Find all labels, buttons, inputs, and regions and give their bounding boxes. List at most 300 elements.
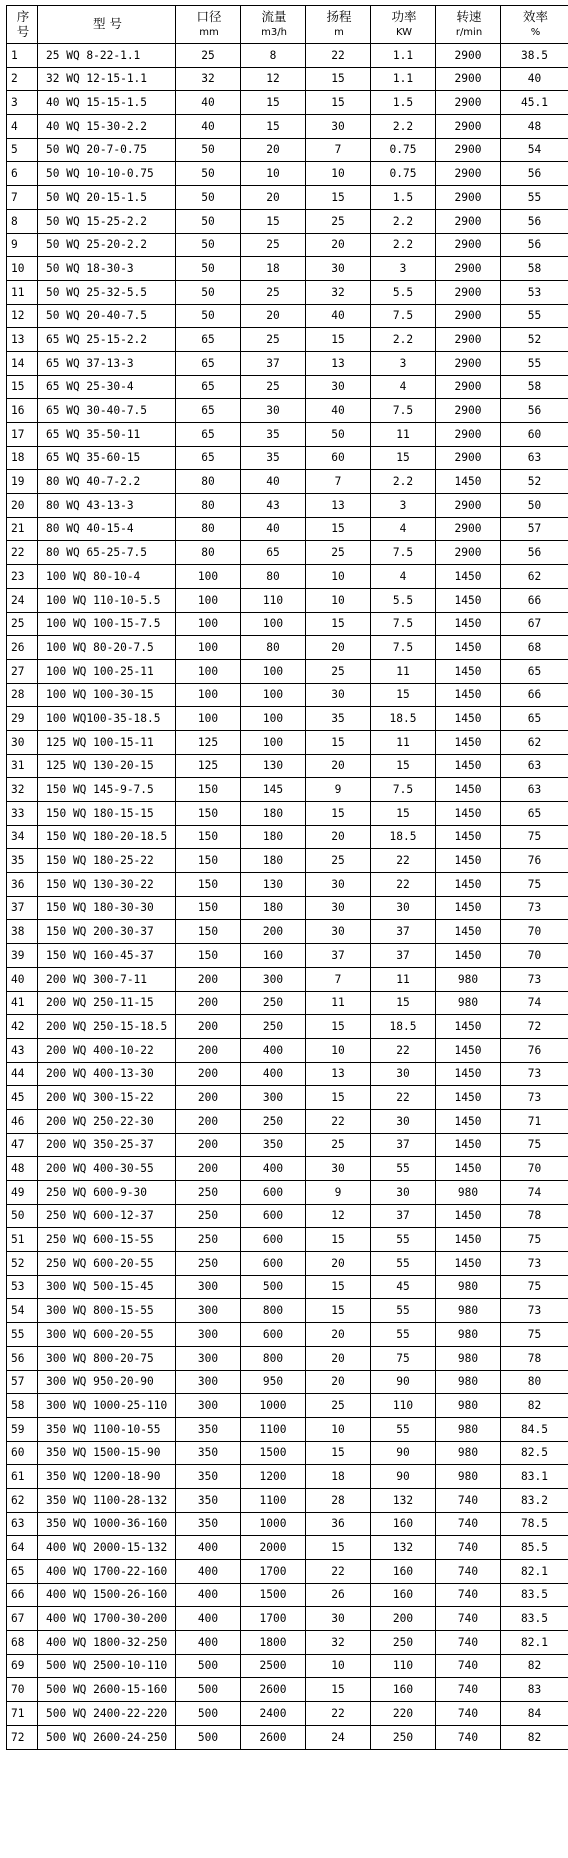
cell-model: 250 WQ 600-9-30 bbox=[38, 1181, 176, 1205]
cell-head: 15 bbox=[306, 802, 371, 826]
table-row bbox=[7, 825, 568, 849]
cell-head: 20 bbox=[306, 1323, 371, 1347]
cell-flow: 100 bbox=[241, 683, 306, 707]
cell-flow: 40 bbox=[241, 517, 306, 541]
cell-speed: 1450 bbox=[436, 1252, 501, 1276]
cell-flow: 180 bbox=[241, 849, 306, 873]
cell-head: 20 bbox=[306, 233, 371, 257]
cell-speed: 2900 bbox=[436, 423, 501, 447]
cell-speed: 980 bbox=[436, 1394, 501, 1418]
cell-efficiency: 82.5 bbox=[501, 1441, 568, 1465]
cell-efficiency: 68 bbox=[501, 636, 568, 660]
cell-speed: 1450 bbox=[436, 707, 501, 731]
cell-index: 62 bbox=[7, 1488, 38, 1512]
cell-power: 160 bbox=[371, 1678, 436, 1702]
cell-power: 250 bbox=[371, 1631, 436, 1655]
cell-head: 20 bbox=[306, 1370, 371, 1394]
cell-power: 4 bbox=[371, 375, 436, 399]
cell-efficiency: 38.5 bbox=[501, 44, 568, 68]
cell-efficiency: 83 bbox=[501, 1678, 568, 1702]
cell-speed: 1450 bbox=[436, 588, 501, 612]
cell-diameter: 150 bbox=[176, 825, 241, 849]
cell-power: 55 bbox=[371, 1157, 436, 1181]
cell-index: 19 bbox=[7, 470, 38, 494]
cell-model: 350 WQ 1100-28-132 bbox=[38, 1488, 176, 1512]
cell-flow: 100 bbox=[241, 659, 306, 683]
cell-model: 350 WQ 1200-18-90 bbox=[38, 1465, 176, 1489]
cell-head: 50 bbox=[306, 423, 371, 447]
cell-efficiency: 82 bbox=[501, 1654, 568, 1678]
cell-efficiency: 70 bbox=[501, 944, 568, 968]
cell-model: 200 WQ 400-13-30 bbox=[38, 1062, 176, 1086]
cell-flow: 30 bbox=[241, 399, 306, 423]
cell-head: 25 bbox=[306, 849, 371, 873]
table-row bbox=[7, 1725, 568, 1749]
cell-flow: 600 bbox=[241, 1323, 306, 1347]
cell-flow: 2500 bbox=[241, 1654, 306, 1678]
table-row bbox=[7, 91, 568, 115]
cell-diameter: 50 bbox=[176, 162, 241, 186]
cell-model: 500 WQ 2500-10-110 bbox=[38, 1654, 176, 1678]
cell-index: 20 bbox=[7, 494, 38, 518]
cell-model: 250 WQ 600-20-55 bbox=[38, 1252, 176, 1276]
cell-efficiency: 73 bbox=[501, 1252, 568, 1276]
cell-model: 100 WQ 100-25-11 bbox=[38, 659, 176, 683]
cell-efficiency: 75 bbox=[501, 873, 568, 897]
cell-speed: 980 bbox=[436, 1181, 501, 1205]
cell-power: 7.5 bbox=[371, 778, 436, 802]
cell-diameter: 150 bbox=[176, 802, 241, 826]
cell-efficiency: 53 bbox=[501, 280, 568, 304]
cell-power: 1.1 bbox=[371, 44, 436, 68]
cell-efficiency: 80 bbox=[501, 1370, 568, 1394]
cell-speed: 1450 bbox=[436, 612, 501, 636]
cell-flow: 15 bbox=[241, 91, 306, 115]
cell-flow: 130 bbox=[241, 873, 306, 897]
cell-flow: 400 bbox=[241, 1157, 306, 1181]
cell-flow: 1500 bbox=[241, 1441, 306, 1465]
cell-diameter: 200 bbox=[176, 967, 241, 991]
cell-index: 67 bbox=[7, 1607, 38, 1631]
cell-efficiency: 85.5 bbox=[501, 1536, 568, 1560]
table-row bbox=[7, 1607, 568, 1631]
cell-power: 7.5 bbox=[371, 636, 436, 660]
cell-index: 5 bbox=[7, 138, 38, 162]
table-row bbox=[7, 730, 568, 754]
cell-index: 1 bbox=[7, 44, 38, 68]
cell-flow: 35 bbox=[241, 446, 306, 470]
cell-flow: 1700 bbox=[241, 1560, 306, 1584]
cell-power: 1.1 bbox=[371, 67, 436, 91]
cell-head: 9 bbox=[306, 778, 371, 802]
table-row bbox=[7, 1228, 568, 1252]
cell-speed: 740 bbox=[436, 1488, 501, 1512]
cell-power: 110 bbox=[371, 1394, 436, 1418]
cell-speed: 740 bbox=[436, 1607, 501, 1631]
cell-diameter: 350 bbox=[176, 1488, 241, 1512]
cell-efficiency: 66 bbox=[501, 683, 568, 707]
cell-model: 150 WQ 160-45-37 bbox=[38, 944, 176, 968]
cell-index: 33 bbox=[7, 802, 38, 826]
cell-efficiency: 65 bbox=[501, 707, 568, 731]
cell-diameter: 100 bbox=[176, 707, 241, 731]
cell-index: 34 bbox=[7, 825, 38, 849]
cell-speed: 2900 bbox=[436, 351, 501, 375]
cell-power: 30 bbox=[371, 1181, 436, 1205]
cell-model: 200 WQ 350-25-37 bbox=[38, 1133, 176, 1157]
cell-diameter: 300 bbox=[176, 1370, 241, 1394]
cell-model: 350 WQ 1500-15-90 bbox=[38, 1441, 176, 1465]
cell-diameter: 200 bbox=[176, 1133, 241, 1157]
cell-index: 70 bbox=[7, 1678, 38, 1702]
cell-power: 22 bbox=[371, 849, 436, 873]
cell-diameter: 150 bbox=[176, 896, 241, 920]
cell-power: 7.5 bbox=[371, 399, 436, 423]
cell-head: 12 bbox=[306, 1204, 371, 1228]
cell-index: 4 bbox=[7, 115, 38, 139]
header-power: 功率 KW bbox=[371, 6, 436, 44]
cell-flow: 950 bbox=[241, 1370, 306, 1394]
cell-diameter: 65 bbox=[176, 351, 241, 375]
cell-efficiency: 82 bbox=[501, 1394, 568, 1418]
cell-flow: 20 bbox=[241, 186, 306, 210]
cell-efficiency: 62 bbox=[501, 565, 568, 589]
table-row bbox=[7, 896, 568, 920]
header-diameter: 口径 mm bbox=[176, 6, 241, 44]
cell-speed: 980 bbox=[436, 967, 501, 991]
cell-speed: 1450 bbox=[436, 1157, 501, 1181]
table-row bbox=[7, 1181, 568, 1205]
cell-speed: 2900 bbox=[436, 375, 501, 399]
cell-power: 22 bbox=[371, 1086, 436, 1110]
cell-head: 15 bbox=[306, 1678, 371, 1702]
cell-diameter: 125 bbox=[176, 730, 241, 754]
cell-diameter: 350 bbox=[176, 1417, 241, 1441]
cell-speed: 1450 bbox=[436, 1228, 501, 1252]
cell-head: 60 bbox=[306, 446, 371, 470]
cell-efficiency: 73 bbox=[501, 1299, 568, 1323]
cell-flow: 180 bbox=[241, 802, 306, 826]
table-row bbox=[7, 1299, 568, 1323]
cell-index: 22 bbox=[7, 541, 38, 565]
cell-power: 90 bbox=[371, 1441, 436, 1465]
cell-efficiency: 57 bbox=[501, 517, 568, 541]
cell-power: 15 bbox=[371, 754, 436, 778]
cell-head: 25 bbox=[306, 659, 371, 683]
cell-index: 39 bbox=[7, 944, 38, 968]
table-row bbox=[7, 494, 568, 518]
cell-efficiency: 50 bbox=[501, 494, 568, 518]
cell-head: 25 bbox=[306, 1394, 371, 1418]
cell-index: 50 bbox=[7, 1204, 38, 1228]
cell-head: 32 bbox=[306, 1631, 371, 1655]
cell-head: 35 bbox=[306, 707, 371, 731]
cell-head: 26 bbox=[306, 1583, 371, 1607]
table-row bbox=[7, 1275, 568, 1299]
table-row bbox=[7, 257, 568, 281]
cell-flow: 160 bbox=[241, 944, 306, 968]
table-row bbox=[7, 1560, 568, 1584]
cell-head: 15 bbox=[306, 186, 371, 210]
cell-flow: 130 bbox=[241, 754, 306, 778]
cell-flow: 80 bbox=[241, 565, 306, 589]
table-row bbox=[7, 1488, 568, 1512]
table-row bbox=[7, 967, 568, 991]
cell-diameter: 400 bbox=[176, 1631, 241, 1655]
cell-diameter: 400 bbox=[176, 1583, 241, 1607]
cell-diameter: 250 bbox=[176, 1204, 241, 1228]
cell-efficiency: 84.5 bbox=[501, 1417, 568, 1441]
cell-speed: 2900 bbox=[436, 399, 501, 423]
cell-head: 9 bbox=[306, 1181, 371, 1205]
cell-power: 30 bbox=[371, 896, 436, 920]
cell-flow: 110 bbox=[241, 588, 306, 612]
cell-diameter: 50 bbox=[176, 186, 241, 210]
cell-speed: 2900 bbox=[436, 446, 501, 470]
cell-model: 50 WQ 25-20-2.2 bbox=[38, 233, 176, 257]
cell-speed: 2900 bbox=[436, 494, 501, 518]
cell-model: 65 WQ 35-50-11 bbox=[38, 423, 176, 447]
cell-head: 22 bbox=[306, 1702, 371, 1726]
header-index: 序 号 bbox=[7, 6, 38, 44]
cell-efficiency: 76 bbox=[501, 849, 568, 873]
cell-flow: 180 bbox=[241, 896, 306, 920]
cell-index: 55 bbox=[7, 1323, 38, 1347]
cell-flow: 500 bbox=[241, 1275, 306, 1299]
cell-diameter: 400 bbox=[176, 1536, 241, 1560]
cell-flow: 100 bbox=[241, 612, 306, 636]
cell-speed: 740 bbox=[436, 1583, 501, 1607]
cell-head: 15 bbox=[306, 1086, 371, 1110]
cell-diameter: 150 bbox=[176, 920, 241, 944]
cell-speed: 1450 bbox=[436, 825, 501, 849]
cell-head: 25 bbox=[306, 209, 371, 233]
table-row bbox=[7, 209, 568, 233]
cell-head: 30 bbox=[306, 896, 371, 920]
cell-speed: 2900 bbox=[436, 67, 501, 91]
cell-efficiency: 63 bbox=[501, 446, 568, 470]
cell-power: 7.5 bbox=[371, 612, 436, 636]
cell-head: 32 bbox=[306, 280, 371, 304]
cell-model: 150 WQ 180-30-30 bbox=[38, 896, 176, 920]
cell-speed: 1450 bbox=[436, 849, 501, 873]
cell-efficiency: 56 bbox=[501, 399, 568, 423]
cell-diameter: 250 bbox=[176, 1252, 241, 1276]
cell-speed: 740 bbox=[436, 1725, 501, 1749]
cell-efficiency: 73 bbox=[501, 1062, 568, 1086]
cell-model: 400 WQ 1800-32-250 bbox=[38, 1631, 176, 1655]
cell-speed: 1450 bbox=[436, 1015, 501, 1039]
cell-speed: 1450 bbox=[436, 1133, 501, 1157]
table-row bbox=[7, 802, 568, 826]
cell-diameter: 250 bbox=[176, 1181, 241, 1205]
cell-head: 7 bbox=[306, 138, 371, 162]
cell-diameter: 65 bbox=[176, 375, 241, 399]
cell-diameter: 150 bbox=[176, 944, 241, 968]
cell-power: 37 bbox=[371, 944, 436, 968]
cell-efficiency: 74 bbox=[501, 991, 568, 1015]
table-row bbox=[7, 991, 568, 1015]
cell-index: 43 bbox=[7, 1038, 38, 1062]
cell-flow: 600 bbox=[241, 1228, 306, 1252]
table-row bbox=[7, 1654, 568, 1678]
cell-power: 1.5 bbox=[371, 186, 436, 210]
cell-efficiency: 83.5 bbox=[501, 1607, 568, 1631]
cell-power: 55 bbox=[371, 1252, 436, 1276]
cell-efficiency: 78 bbox=[501, 1204, 568, 1228]
cell-flow: 25 bbox=[241, 233, 306, 257]
cell-efficiency: 62 bbox=[501, 730, 568, 754]
cell-efficiency: 65 bbox=[501, 802, 568, 826]
cell-flow: 20 bbox=[241, 304, 306, 328]
cell-power: 220 bbox=[371, 1702, 436, 1726]
table-row bbox=[7, 778, 568, 802]
cell-efficiency: 52 bbox=[501, 328, 568, 352]
cell-power: 11 bbox=[371, 423, 436, 447]
cell-head: 20 bbox=[306, 1346, 371, 1370]
cell-speed: 1450 bbox=[436, 944, 501, 968]
cell-head: 24 bbox=[306, 1725, 371, 1749]
cell-head: 11 bbox=[306, 991, 371, 1015]
cell-power: 3 bbox=[371, 257, 436, 281]
cell-flow: 20 bbox=[241, 138, 306, 162]
cell-diameter: 150 bbox=[176, 778, 241, 802]
cell-head: 10 bbox=[306, 588, 371, 612]
cell-speed: 1450 bbox=[436, 1109, 501, 1133]
cell-diameter: 350 bbox=[176, 1512, 241, 1536]
cell-diameter: 350 bbox=[176, 1465, 241, 1489]
cell-flow: 12 bbox=[241, 67, 306, 91]
cell-speed: 1450 bbox=[436, 1204, 501, 1228]
cell-model: 150 WQ 200-30-37 bbox=[38, 920, 176, 944]
table-row bbox=[7, 944, 568, 968]
cell-power: 4 bbox=[371, 517, 436, 541]
table-row bbox=[7, 754, 568, 778]
cell-speed: 1450 bbox=[436, 778, 501, 802]
cell-flow: 15 bbox=[241, 209, 306, 233]
cell-flow: 100 bbox=[241, 730, 306, 754]
cell-diameter: 40 bbox=[176, 91, 241, 115]
cell-power: 90 bbox=[371, 1370, 436, 1394]
cell-diameter: 65 bbox=[176, 446, 241, 470]
cell-model: 65 WQ 25-15-2.2 bbox=[38, 328, 176, 352]
cell-efficiency: 40 bbox=[501, 67, 568, 91]
table-row bbox=[7, 1394, 568, 1418]
cell-speed: 2900 bbox=[436, 328, 501, 352]
cell-power: 160 bbox=[371, 1560, 436, 1584]
table-row bbox=[7, 1536, 568, 1560]
cell-flow: 2400 bbox=[241, 1702, 306, 1726]
cell-flow: 250 bbox=[241, 991, 306, 1015]
cell-power: 2.2 bbox=[371, 328, 436, 352]
cell-speed: 1450 bbox=[436, 896, 501, 920]
cell-head: 15 bbox=[306, 67, 371, 91]
cell-model: 40 WQ 15-15-1.5 bbox=[38, 91, 176, 115]
cell-diameter: 50 bbox=[176, 280, 241, 304]
cell-power: 250 bbox=[371, 1725, 436, 1749]
cell-head: 30 bbox=[306, 257, 371, 281]
cell-speed: 1450 bbox=[436, 683, 501, 707]
cell-diameter: 300 bbox=[176, 1299, 241, 1323]
cell-head: 30 bbox=[306, 115, 371, 139]
cell-speed: 1450 bbox=[436, 730, 501, 754]
cell-efficiency: 82 bbox=[501, 1725, 568, 1749]
cell-index: 59 bbox=[7, 1417, 38, 1441]
cell-speed: 1450 bbox=[436, 1062, 501, 1086]
cell-diameter: 500 bbox=[176, 1725, 241, 1749]
cell-model: 400 WQ 1700-30-200 bbox=[38, 1607, 176, 1631]
table-row bbox=[7, 1583, 568, 1607]
cell-index: 66 bbox=[7, 1583, 38, 1607]
cell-flow: 80 bbox=[241, 636, 306, 660]
cell-speed: 740 bbox=[436, 1560, 501, 1584]
table-row bbox=[7, 707, 568, 731]
cell-efficiency: 56 bbox=[501, 541, 568, 565]
cell-efficiency: 82.1 bbox=[501, 1631, 568, 1655]
cell-head: 40 bbox=[306, 304, 371, 328]
cell-diameter: 200 bbox=[176, 991, 241, 1015]
cell-model: 50 WQ 20-15-1.5 bbox=[38, 186, 176, 210]
cell-model: 300 WQ 500-15-45 bbox=[38, 1275, 176, 1299]
cell-model: 200 WQ 400-10-22 bbox=[38, 1038, 176, 1062]
cell-efficiency: 48 bbox=[501, 115, 568, 139]
cell-head: 10 bbox=[306, 1038, 371, 1062]
cell-speed: 2900 bbox=[436, 186, 501, 210]
cell-index: 2 bbox=[7, 67, 38, 91]
cell-power: 37 bbox=[371, 1204, 436, 1228]
cell-head: 22 bbox=[306, 1109, 371, 1133]
cell-power: 37 bbox=[371, 920, 436, 944]
cell-index: 6 bbox=[7, 162, 38, 186]
cell-speed: 1450 bbox=[436, 565, 501, 589]
cell-power: 0.75 bbox=[371, 138, 436, 162]
cell-flow: 400 bbox=[241, 1062, 306, 1086]
cell-power: 55 bbox=[371, 1228, 436, 1252]
cell-model: 500 WQ 2600-24-250 bbox=[38, 1725, 176, 1749]
cell-diameter: 150 bbox=[176, 849, 241, 873]
cell-diameter: 65 bbox=[176, 423, 241, 447]
cell-diameter: 500 bbox=[176, 1678, 241, 1702]
cell-index: 23 bbox=[7, 565, 38, 589]
cell-model: 200 WQ 250-11-15 bbox=[38, 991, 176, 1015]
cell-flow: 400 bbox=[241, 1038, 306, 1062]
cell-index: 13 bbox=[7, 328, 38, 352]
cell-speed: 2900 bbox=[436, 44, 501, 68]
table-row bbox=[7, 517, 568, 541]
cell-index: 37 bbox=[7, 896, 38, 920]
cell-head: 20 bbox=[306, 825, 371, 849]
table-row bbox=[7, 351, 568, 375]
cell-efficiency: 75 bbox=[501, 1323, 568, 1347]
cell-efficiency: 74 bbox=[501, 1181, 568, 1205]
cell-model: 100 WQ 100-15-7.5 bbox=[38, 612, 176, 636]
table-row bbox=[7, 138, 568, 162]
cell-power: 15 bbox=[371, 991, 436, 1015]
cell-speed: 980 bbox=[436, 1323, 501, 1347]
cell-index: 28 bbox=[7, 683, 38, 707]
cell-diameter: 300 bbox=[176, 1346, 241, 1370]
cell-diameter: 300 bbox=[176, 1275, 241, 1299]
cell-index: 17 bbox=[7, 423, 38, 447]
cell-diameter: 80 bbox=[176, 494, 241, 518]
cell-diameter: 150 bbox=[176, 873, 241, 897]
cell-index: 60 bbox=[7, 1441, 38, 1465]
cell-efficiency: 83.2 bbox=[501, 1488, 568, 1512]
table-row bbox=[7, 1015, 568, 1039]
cell-efficiency: 78.5 bbox=[501, 1512, 568, 1536]
cell-index: 56 bbox=[7, 1346, 38, 1370]
cell-efficiency: 71 bbox=[501, 1109, 568, 1133]
